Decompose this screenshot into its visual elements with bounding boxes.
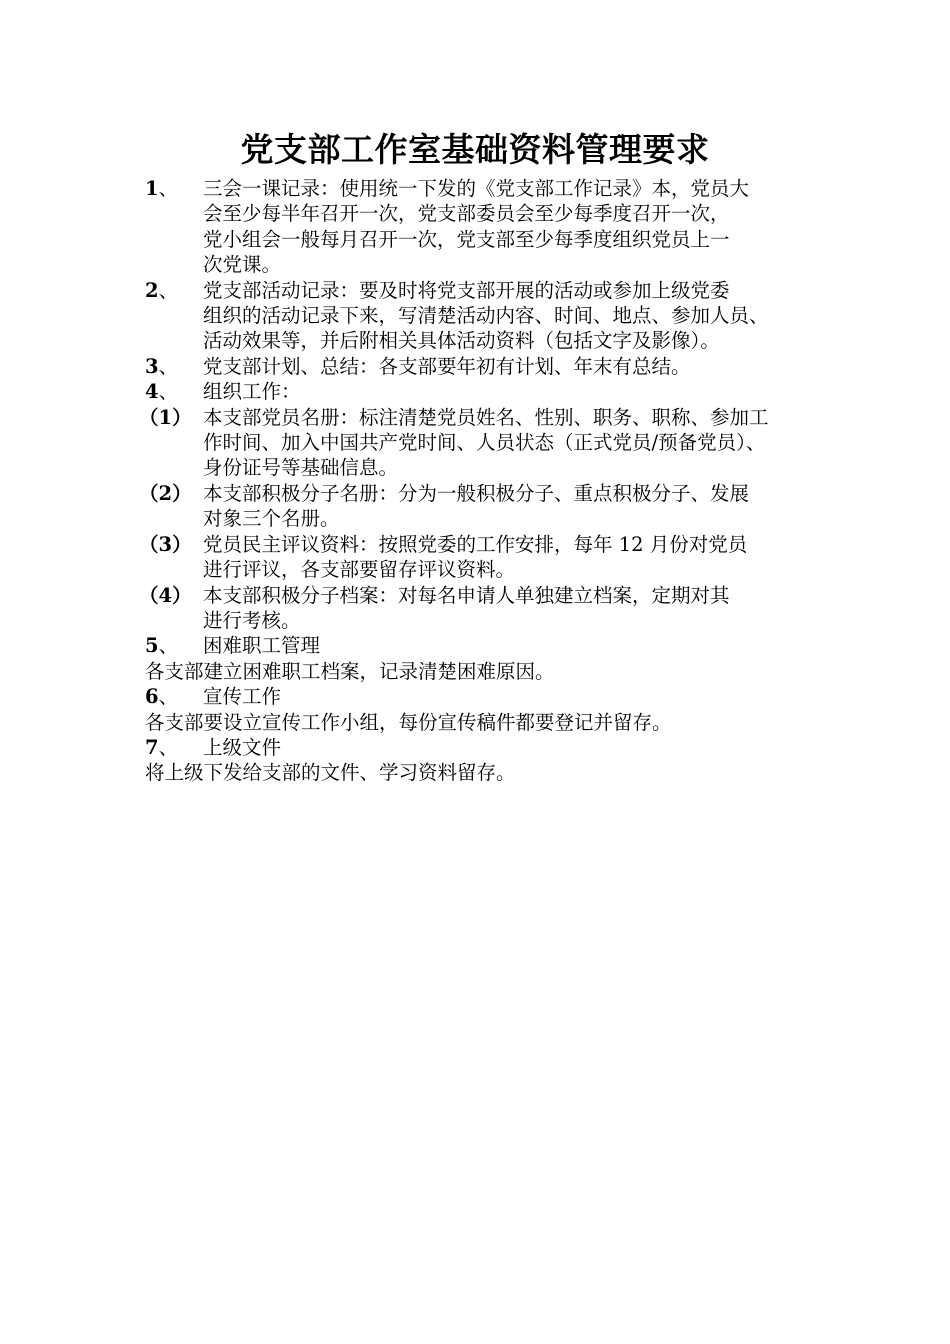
section-7-heading (145, 735, 815, 760)
document-body (139, 176, 815, 786)
section-6-heading (145, 684, 815, 709)
sub-item-1 (139, 405, 815, 481)
sub-item-number: （4） (139, 583, 192, 607)
item-number: 2、 (145, 278, 179, 302)
section-heading-text: 困难职工管理 (203, 634, 321, 658)
item-text: 党支部活动记录：要及时将党支部开展的活动或参加上级党委 组织的活动记录下来，写清楚活动内容、时间、地点、参加人员、 活动效果等，并后附相关具体活动资料（包括文字及影像）。 (203, 278, 769, 353)
item-text: 组织工作： (203, 380, 301, 404)
sub-item-text: 党员民主评议资料：按照党委的工作安排，每年 12 月份对党员 进行评议，各支部要留存评议资料。 (203, 532, 748, 582)
sub-item-3 (139, 532, 815, 583)
sub-item-2 (139, 481, 815, 532)
list-item-2 (145, 278, 815, 354)
sub-item-text: 本支部积极分子名册：分为一般积极分子、重点积极分子、发展 对象三个名册。 (203, 481, 750, 531)
sub-item-number: （2） (139, 481, 192, 505)
sub-item-text: 本支部党员名册：标注清楚党员姓名、性别、职务、职称、参加工 作时间、加入中国共产党时间、人员状态（正式党员/预备党员）、 身份证号等基础信息。 (203, 405, 769, 480)
sub-item-text: 本支部积极分子档案：对每名申请人单独建立档案，定期对其 进行考核。 (203, 583, 730, 632)
item-number: 3、 (145, 354, 179, 378)
sub-item-number: （3） (139, 532, 192, 556)
item-number: 6、 (145, 685, 179, 709)
section-7-body: 将上级下发给支部的文件、学习资料留存。 (145, 761, 516, 785)
item-text: 党支部计划、总结：各支部要年初有计划、年末有总结。 (203, 354, 691, 378)
section-5-body: 各支部建立困难职工档案，记录清楚困难原因。 (145, 659, 555, 683)
item-text: 三会一课记录：使用统一下发的《党支部工作记录》本，党员大 会至少每半年召开一次，党支部委员会至少每季度召开一次， 党小组会一般每月召开一次，党支部至少每季度组织党员上一 次党课。 (203, 177, 750, 277)
item-number: 7、 (145, 735, 179, 759)
section-heading-text: 上级文件 (203, 735, 282, 759)
item-number: 4、 (145, 380, 179, 404)
list-item-4 (145, 379, 815, 404)
item-number: 5、 (145, 634, 179, 658)
section-5-heading (145, 633, 815, 658)
sub-item-4 (139, 583, 815, 634)
section-heading-text: 宣传工作 (203, 685, 282, 709)
item-number: 1、 (145, 177, 179, 200)
list-item-3 (145, 354, 815, 379)
page-title: 党支部工作室基础资料管理要求 (240, 130, 710, 169)
sub-item-number: （1） (139, 405, 192, 429)
section-6-body: 各支部要设立宣传工作小组，每份宣传稿件都要登记并留存。 (145, 710, 672, 734)
list-item-1 (145, 176, 815, 278)
